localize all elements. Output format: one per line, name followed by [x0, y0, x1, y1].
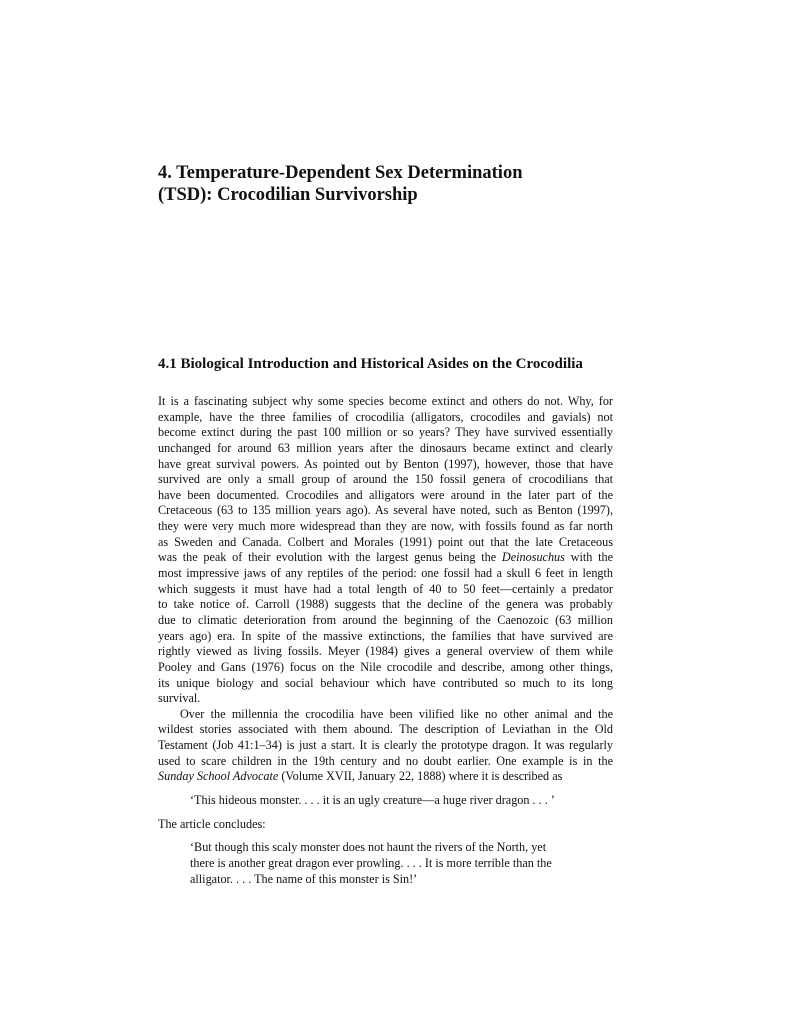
- text-line: have great survival powers. As pointed out by Benton (1997), however, those that have: [158, 456, 613, 471]
- text-segment: with the: [564, 550, 614, 565]
- text-line: rightly viewed as living fossils. Meyer (1984) gives a general overview of them while: [158, 644, 613, 659]
- spacer: [158, 809, 613, 817]
- text-line: due to climatic deterioration from around the beginning of the Caenozoic (63 million: [158, 612, 613, 627]
- text-line: [158, 550, 613, 566]
- text-line: as Sweden and Canada. Colbert and Morales (1991) point out that the late Cretaceous: [158, 534, 613, 549]
- body-text: [158, 394, 613, 887]
- quote-line: alligator. . . . The name of this monster is Sin!’: [190, 871, 418, 886]
- text-line: most impressive jaws of any reptiles of the period: one fossil had a skull 6 feet in length: [158, 566, 613, 581]
- text-line: [158, 769, 613, 785]
- text-line: used to scare children in the 19th century and no doubt earlier. One example is in the: [158, 753, 613, 768]
- text-line: Over the millennia the crocodilia have been vilified like no other animal and the: [180, 706, 613, 721]
- text-line: to take notice of. Carroll (1988) suggests that the decline of the genera was probably: [158, 597, 613, 612]
- text-line: become extinct during the past 100 million or so years? They have survived essentially: [158, 425, 613, 440]
- genus-name: Deinosuchus: [501, 550, 565, 565]
- quote-line: there is another great dragon ever prowling. . . . It is more terrible than the: [190, 855, 552, 870]
- text-line: survived are only a small group of around the 150 fossil genera of crocodilians that: [158, 472, 613, 487]
- text-segment: (Volume XVII, January 22, 1888) where it is described as: [278, 769, 563, 784]
- text-line: which suggests it must have had a total length of 40 to 50 feet—certainly a predator: [158, 581, 613, 596]
- quote-line: ‘But though this scaly monster does not haunt the rivers of the North, yet: [190, 840, 547, 855]
- text-line: example, have the three families of crocodilia (alligators, crocodiles and gavials) not: [158, 409, 613, 424]
- text-segment: was the peak of their evolution with the largest genus being the: [158, 550, 502, 565]
- text-line: It is a fascinating subject why some species become extinct and others do not. Why, for: [158, 394, 613, 408]
- chapter-title-line: (TSD): Crocodilian Survivorship: [158, 185, 418, 205]
- text-line: its unique biology and social behaviour which have contributed so much to its long: [158, 675, 613, 690]
- text-line: Pooley and Gans (1976) focus on the Nile crocodile and describe, among other things,: [158, 659, 613, 674]
- text-line: survival.: [158, 691, 201, 706]
- spacer: [158, 785, 613, 793]
- quote-line: ‘This hideous monster. . . . it is an ugly creature—a huge river dragon . . . ’: [190, 793, 555, 808]
- chapter-title-line: 4. Temperature-Dependent Sex Determination: [158, 163, 523, 183]
- chapter-title: [158, 162, 618, 206]
- block-quote-2: [190, 840, 610, 887]
- spacer: [158, 832, 613, 840]
- text-line: have been documented. Crocodiles and alligators were around in the later part of the: [158, 487, 613, 502]
- text-line: Testament (Job 41:1–34) is just a start. It is clearly the prototype dragon. It was regularly: [158, 738, 613, 753]
- paragraph-2: [158, 707, 613, 785]
- text-line: years ago) era. In spite of the massive extinctions, the families that have survived are: [158, 628, 613, 643]
- publication-title: Sunday School Advocate: [158, 769, 279, 784]
- text-line: they were very much more widespread than they are now, with fossils found as far north: [158, 519, 613, 534]
- text-line: unchanged for around 63 million years after the dinosaurs became extinct and clearly: [158, 440, 613, 455]
- text-line: Cretaceous (63 to 135 million years ago). As several have noted, such as Benton (1997),: [158, 503, 613, 518]
- block-quote-1: [190, 793, 610, 809]
- text-line: The article concludes:: [158, 816, 266, 831]
- text-line: wildest stories associated with them abound. The description of Leviathan in the Old: [158, 722, 613, 737]
- paragraph-1: [158, 394, 613, 707]
- section-heading: 4.1 Biological Introduction and Historical Asides on the Crocodilia: [158, 356, 583, 372]
